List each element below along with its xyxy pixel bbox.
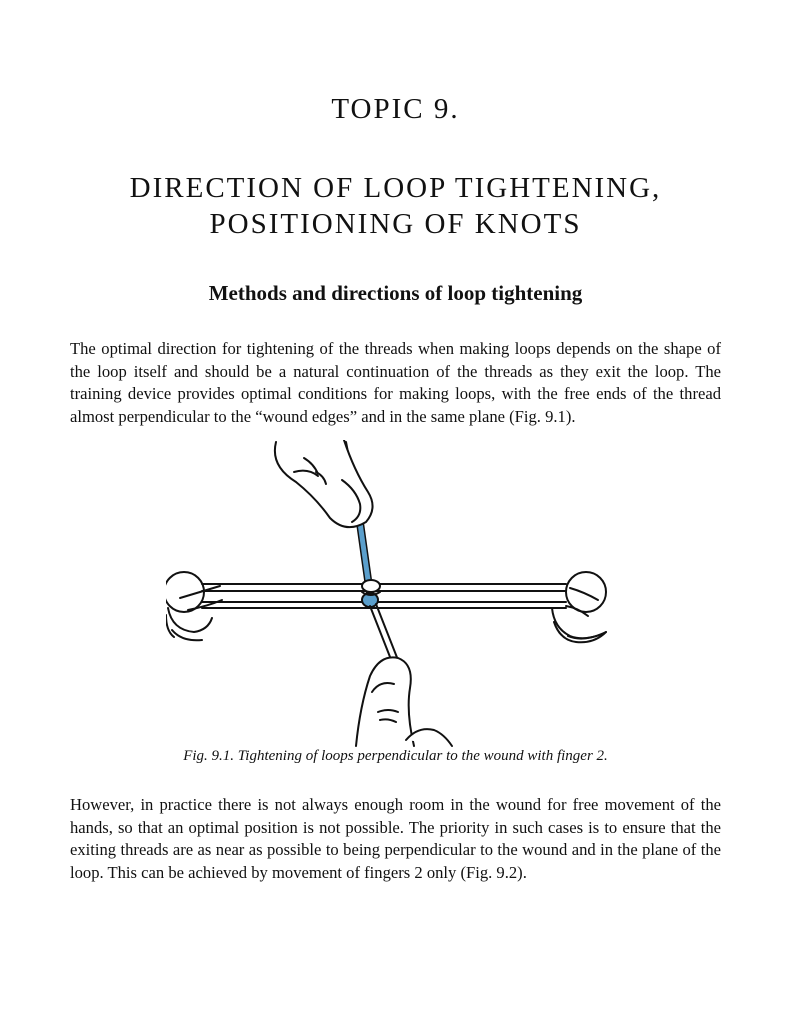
figure-caption: Fig. 9.1. Tightening of loops perpendicular to the wound with finger 2. (183, 748, 608, 764)
figure-loop-tightening-illustration (166, 440, 626, 748)
lower-finger-illustration (356, 657, 452, 746)
chapter-title-line-1: DIRECTION OF LOOP TIGHTENING, (129, 172, 662, 204)
topic-number: TOPIC 9. (331, 93, 460, 125)
knot-loop (362, 580, 380, 607)
paragraph-intro: The optimal direction for tightening of the threads when making loops depends on the shape of the loop itself and should be a natural continuation of the threads as they exit the loop. The training device provides optimal conditions for making loops, with the free ends of the thread almost perpendicular to the “wound edges” and in the same plane (Fig. 9.1). (70, 339, 721, 426)
section-heading: Methods and directions of loop tightening (208, 281, 583, 305)
upper-finger-illustration (275, 440, 373, 527)
horizontal-threads (180, 584, 598, 616)
chapter-title-line-2: POSITIONING OF KNOTS (209, 208, 582, 240)
paragraph-practice: However, in practice there is not always enough room in the wound for free movement of the hands, so that an optimal position is not possible. The priority in such cases is to ensure that the exiting threads are as near as possible to being perpendicular to the wound and in the plane of the loop. This can be achieved by movement of fingers 2 only (Fig. 9.2). (70, 795, 721, 882)
lower-thread (370, 604, 398, 662)
chapter-title (0, 170, 791, 242)
